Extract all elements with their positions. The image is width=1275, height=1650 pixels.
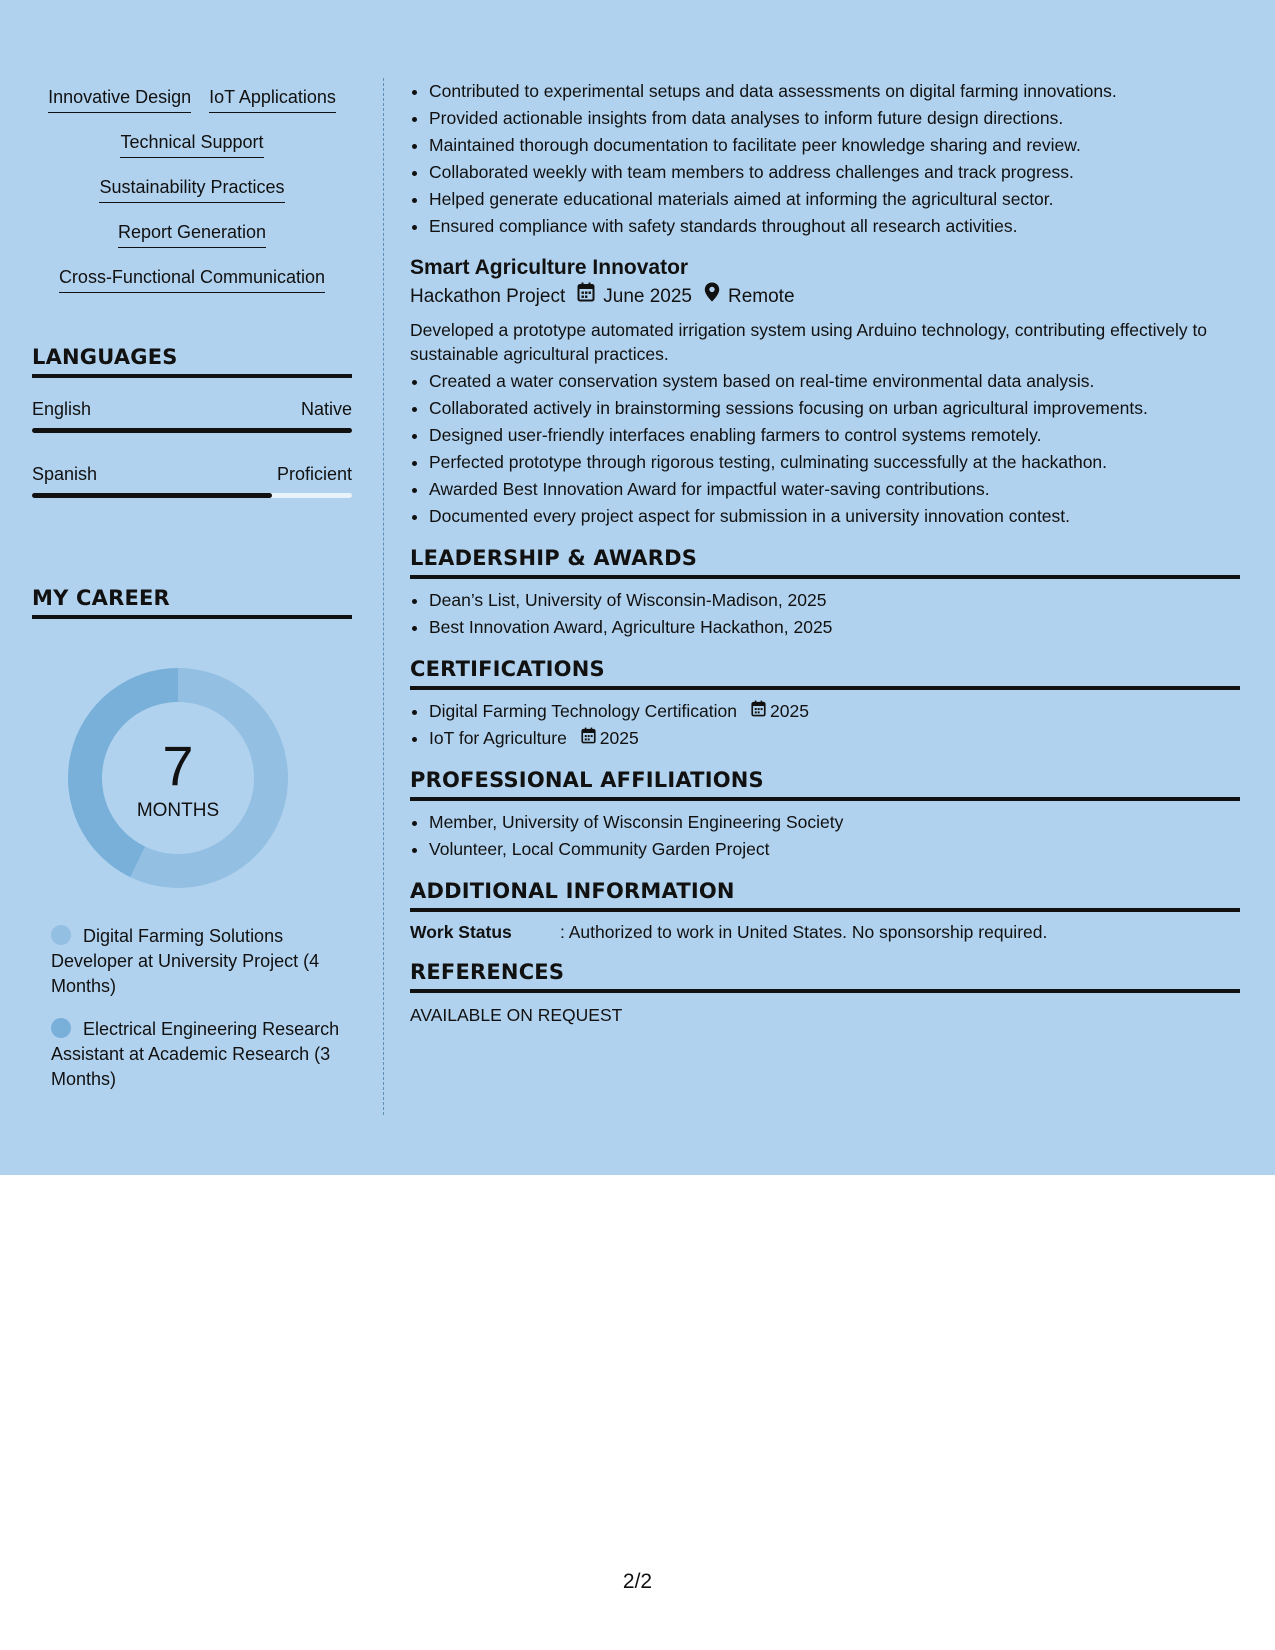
certification-year: 2025 — [770, 701, 809, 721]
skill-tag: Cross-Functional Communication — [59, 266, 325, 293]
language-level: Native — [300, 399, 352, 419]
list-item: • Collaborated actively in brainstorming sessions focusing on urban agricultural improvements. — [429, 395, 1240, 422]
list-item: • Awarded Best Innovation Award for impactful water-saving contributions. — [429, 476, 1240, 503]
career-total-number: 7 — [162, 734, 194, 797]
list-item — [429, 725, 1240, 752]
career-section — [32, 586, 352, 1089]
skill-tag: Technical Support — [120, 131, 263, 158]
language-bar-fill — [32, 493, 272, 498]
language-level: Proficient — [276, 464, 352, 484]
additional-info-title: ADDITIONAL INFORMATION — [410, 879, 1240, 912]
calendar-icon — [577, 282, 595, 312]
language-bar — [32, 493, 352, 498]
language-item — [32, 463, 352, 498]
project-org: Hackathon Project — [410, 286, 566, 307]
list-item: • Best Innovation Award, Agriculture Hackathon, 2025 — [429, 614, 1240, 641]
references-section — [410, 960, 1240, 1027]
list-item: • Designed user-friendly interfaces enabling farmers to control systems remotely. — [429, 422, 1240, 449]
skill-tag: IoT Applications — [209, 86, 336, 113]
skills-list — [32, 86, 352, 311]
legend-item — [51, 924, 341, 999]
leadership-title: LEADERSHIP & AWARDS — [410, 546, 1240, 579]
certification-year: 2025 — [599, 728, 639, 748]
skill-tag: Innovative Design — [48, 86, 191, 113]
affiliations-section — [410, 768, 1240, 863]
legend-label: Electrical Engineering Research Assistant at Academic Research (3 Months) — [51, 1019, 340, 1089]
column-divider — [383, 78, 384, 1115]
list-item: • Created a water conservation system based on real-time environmental data analysis. — [429, 368, 1240, 395]
list-item: • Documented every project aspect for submission in a university innovation contest. — [429, 503, 1240, 530]
work-status-label: Work Status — [410, 922, 512, 942]
project-title: Smart Agriculture Innovator — [410, 256, 689, 279]
project-date: June 2025 — [603, 286, 692, 307]
work-status-row — [410, 920, 1240, 944]
career-total-unit: MONTHS — [136, 800, 220, 821]
list-item: • Volunteer, Local Community Garden Project — [429, 836, 1240, 863]
list-item: • Contributed to experimental setups and data assessments on digital farming innovations. — [429, 78, 1240, 105]
map-pin-icon — [704, 282, 720, 312]
list-item: • Provided actionable insights from data analyses to inform future design directions. — [429, 105, 1240, 132]
skill-tag: Report Generation — [118, 221, 266, 248]
languages-section — [32, 345, 352, 498]
list-item: • Ensured compliance with safety standards throughout all research activities. — [429, 213, 1240, 240]
languages-title: LANGUAGES — [32, 345, 352, 378]
calendar-icon — [581, 725, 596, 752]
page-number: 2/2 — [622, 1570, 653, 1593]
list-item: • Perfected prototype through rigorous testing, culminating successfully at the hackathon. — [429, 449, 1240, 476]
work-status-value: : Authorized to work in United States. No sponsorship required. — [560, 922, 1048, 942]
certifications-section — [410, 657, 1240, 752]
legend-item — [51, 1017, 341, 1092]
additional-info-section — [410, 879, 1240, 944]
career-legend — [51, 924, 341, 1110]
list-item — [429, 698, 1240, 725]
project-location: Remote — [728, 286, 795, 307]
right-column — [410, 78, 1240, 1027]
certification-name: • Digital Farming Technology Certification — [429, 701, 738, 721]
project-description: Developed a prototype automated irrigation system using Arduino technology, contributing effectively to sustainable agricultural practices. — [410, 320, 1208, 364]
list-item: • Member, University of Wisconsin Engineering Society — [429, 809, 1240, 836]
leadership-section — [410, 546, 1240, 641]
language-item — [32, 398, 352, 433]
career-donut-chart — [66, 666, 290, 890]
calendar-icon — [751, 698, 766, 725]
language-name: English — [32, 399, 92, 419]
references-title: REFERENCES — [410, 960, 1240, 993]
legend-dot — [51, 925, 71, 945]
project-meta — [410, 282, 1240, 312]
language-bar — [32, 428, 352, 433]
career-title: MY CAREER — [32, 586, 352, 619]
legend-dot — [51, 1018, 71, 1038]
list-item: • Dean’s List, University of Wisconsin-Madison, 2025 — [429, 587, 1240, 614]
affiliations-title: PROFESSIONAL AFFILIATIONS — [410, 768, 1240, 801]
references-text: AVAILABLE ON REQUEST — [410, 1005, 623, 1025]
list-item: • Collaborated weekly with team members to address challenges and track progress. — [429, 159, 1240, 186]
language-name: Spanish — [32, 464, 98, 484]
list-item: • Helped generate educational materials aimed at informing the agricultural sector. — [429, 186, 1240, 213]
list-item: • Maintained thorough documentation to facilitate peer knowledge sharing and review. — [429, 132, 1240, 159]
project-bullets — [410, 368, 1240, 530]
experience-bullets — [410, 78, 1240, 240]
certification-name: • IoT for Agriculture — [429, 728, 567, 748]
certifications-title: CERTIFICATIONS — [410, 657, 1240, 690]
skill-tag: Sustainability Practices — [99, 176, 284, 203]
legend-label: Digital Farming Solutions Developer at University Project (4 Months) — [51, 926, 320, 996]
language-bar-fill — [32, 428, 352, 433]
